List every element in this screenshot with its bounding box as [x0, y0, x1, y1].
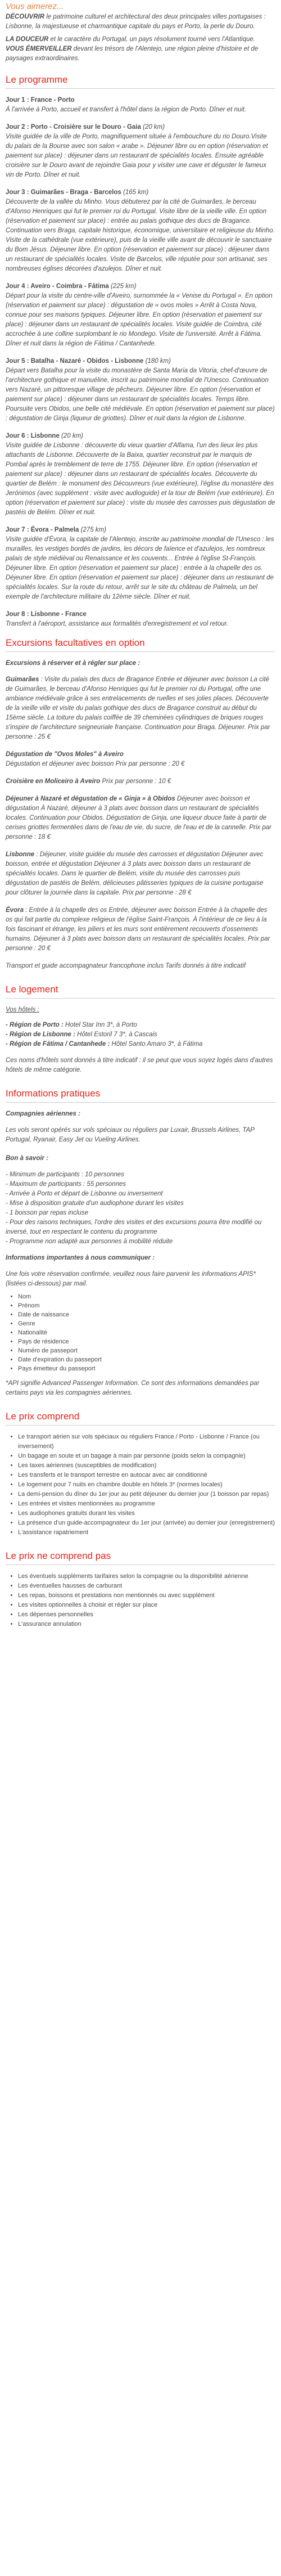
section-title: Le logement [6, 984, 58, 995]
hotel-region: - Région de Fátima / Cantanhede : [6, 1041, 110, 1048]
hotel-region: - Région de Lisbonne : [6, 1031, 75, 1038]
program-days [6, 96, 275, 629]
divider [6, 1425, 275, 1426]
day-title [6, 188, 275, 197]
day-title-text: Jour 2 : Porto - Croisière sur le Douro - Gaia [6, 124, 141, 131]
day-distance: (20 km) [140, 124, 165, 131]
included-item: • Les entrées et visites mentionnées au programme [18, 1499, 275, 1509]
day-title-text: Jour 7 : Évora - Palmela [6, 527, 79, 533]
excluded-item: • Les visites optionnelles à choisir et régler sur place [18, 1601, 275, 1610]
day-title [6, 357, 275, 366]
day-description: Découverte de la vallée du Minho. Vous débuterez par la cité de Guimarães, le berceau d'Afonso Henriques qui fut le premier roi du Portugal. Visite libre de la vieille ville. En option (réservation et paiement sur place) : entrée au palais gothique des ducs de Bragance. Continuation vers Braga, capitale historique, économique, universitaire et religieuse du Minho. Visite de la cathédrale (vue extérieure), puis de la vieille ville avant de découvrir le sanctuaire du Bom Jésus. Déjeuner libre. En option (réservation et paiement sur place) : déjeuner dans un restaurant de spécialités locales. Visite de Barcelos, ville réputée pour son artisanat, ses nombreuses églises décorées d'azulejos. Dîner et nuit. [6, 199, 275, 272]
day-title [6, 282, 275, 291]
excursion-item [6, 794, 275, 842]
apis-item: • Prénom [18, 1301, 275, 1310]
divider [6, 1102, 275, 1103]
day-title [6, 525, 275, 535]
apis-item: • Date d'expiration du passeport [18, 1355, 275, 1364]
excluded-item: • Les repas, boissons et prestations non mentionnés ou avec supplément [18, 1591, 275, 1601]
excursion-text: Déjeuner avec boisson et dégustation À Nazaré, déjeuner à 3 plats avec boisson dans un restaurant de spécialités locales. Continuation pour Obidos. Dégustation de Ginja, une liqueur douce faite à partir de cerises griottes fermentées dans de l'eau de vie, du sucre, de l'eau et de la cannelle. Prix par personne : 18 € [6, 795, 271, 840]
hotel-name: Hôtel Santo Amaro 3*, à Fátima [110, 1041, 203, 1048]
good-to-know-list [6, 1170, 275, 1247]
day-description: Départ vers Batalha pour la visite du monastère de Santa Maria da Vitoria, chef-d'œuvre de l'architecture gothique et manuéline, inscrit au patrimoine mondial de l'Unesco. Continuation vers Nazaré, un pittoresque village de pêcheurs. Déjeuner libre. En option (réservation et paiement sur place) : déjeuner dans un restaurant de spécialités locales. Temps libre. Poursuite vers Obidos, une belle cité médiévale. En option (réservation et paiement sur place) : dégustation de Ginja (liqueur de griottes). Dîner et nuit dans la région de Lisbonne. [6, 367, 275, 422]
apis-item: • Numéro de passeport [18, 1346, 275, 1355]
good-to-know-label: Bon à savoir : [6, 1155, 49, 1162]
included-item: • Les transferts et le transport terrestre en autocar avec air conditionné [18, 1471, 275, 1480]
apis-item: • Nationalité [18, 1328, 275, 1337]
excursion-item [6, 675, 275, 742]
day-distance: (20 km) [59, 433, 84, 439]
day-description: Transfert à l'aéroport, assistance aux formalités d'enregistrement et vol retour. [6, 621, 229, 627]
included-item: • Les audiophones gratuits durant les visites [18, 1509, 275, 1518]
excursion-item [6, 906, 275, 954]
apis-item: • Pays émetteur du passeport [18, 1364, 275, 1373]
hotel-name: Hotel Star Inn 3*, à Porto [63, 1022, 137, 1028]
excursion-text: : Entrée à la chapelle des os Entrée, déjeuner avec boisson Entrée à la chapelle des os qui fait partie du complexe religieux de l'église Saint-François. À l'intérieur de ce lieu à la fois fascinant et étrange, les piliers et les murs sont entièrement recouverts d'ossements humains. Déjeuner à 3 plats avec boisson dans un restaurant de spécialités locales. Prix par personne : 20 € [6, 907, 270, 952]
important-label: Informations importantes à nous communiquer : [6, 1255, 155, 1261]
intro-text: le patrimoine culturel et architectural des deux principales villes portugaises : Lisbonne, la majestueuse et charmantique capitale du pays et Porto, la perle du Douro. [6, 14, 266, 30]
intro-paragraph [6, 12, 275, 32]
excluded-item: • Les éventuels suppléments tarifaires selon la compagnie ou la disponibilité aérienne [18, 1572, 275, 1581]
day-title [6, 96, 275, 105]
intro-title: Vous aimerez... [6, 2, 64, 11]
day-title-text: Jour 4 : Aveiro - Coimbra - Fátima [6, 283, 109, 290]
info-line: - Mise à disposition gratuite d'un audiophone durant les visites [6, 1200, 184, 1207]
lodging-subtitle: Vos hôtels : [6, 1006, 39, 1013]
excursion-text: : Visite du palais des ducs de Bragance Entrée et déjeuner avec boisson La cité de Guimarães, le berceau d'Afonso Henriques qui fut le premier roi du Portugal, offre une ambiance médiévale grâce à ses entrelacements de ruelles et ses jolies places. Découverte de la vieille ville et visite du palais gothique des ducs de Bragance construit au début du 15ème siècle. La toiture du palais coiffée de 39 cheminées cylindriques de briques rouges s'inspire de l'architecture seigneuriale française. Continuation pour Braga. Déjeuner. Prix par personne : 25 € [6, 676, 270, 740]
included-item: • La demi-pension du dîner du 1er jour au petit déjeuner du dernier jour (1 boisson par repas) [18, 1490, 275, 1499]
excursion-label: Évora [6, 907, 24, 914]
excursion-label: Déjeuner à Nazaré et dégustation de « Ginja » à Obidos [6, 795, 175, 802]
info-line: - Minimum de participants : 10 personnes [6, 1171, 124, 1178]
intro-text: et le caractère du Portugal, un pays résolument tourné vers l'Atlantique. [48, 36, 256, 43]
section-title: Le prix comprend [6, 1411, 80, 1422]
hotel-line [6, 1020, 275, 1030]
excursion-text: Prix par personne : 10 € [100, 778, 171, 785]
hotel-region: - Région de Porto : [6, 1022, 64, 1028]
info-line: - Arrivée à Porto et départ de Lisbonne ou inversement [6, 1190, 163, 1197]
section-title: Le programme [6, 74, 68, 85]
divider [6, 998, 275, 999]
info-line: - 1 boisson par repas incluse [6, 1210, 89, 1216]
intro-text: devant les trésors de l'Alentejo, une région pleine d'histoire et de paysages extraordinaires. [6, 46, 259, 62]
excursion-label: Croisière en Moliceiro à Aveiro [6, 778, 101, 785]
apis-item: • Nom [18, 1292, 275, 1301]
day-description: Départ pour la visite du centre-ville d'Aveiro, surnommée la « Venise du Portugal ». En option (réservation et paiement sur place) : dégustation de « ovos moles » Arrêt à Costa Nova, connue pour ses maisons typiques. Déjeuner libre. En option (réservation et paiement sur place) : déjeuner dans un restaurant de spécialités locales. Visite guidée de Coimbra, cité accrochée à une colline surplombant le rio Mondego. Visite de l'université. Arrêt à Fátima. Dîner et nuit dans la région de Fátima / Cantanhede. [6, 293, 273, 347]
day-title-text: Jour 8 : Lisbonne - France [6, 611, 87, 618]
apis-note: *API signifie Advanced Passenger Information. Ce sont des informations demandées par certains pays via les compagnies aériennes. [6, 1380, 260, 1396]
day-title [6, 610, 275, 619]
day-description: À l'arrivée à Porto, accueil et transfert à l'hôtel dans la région de Porto. Dîner et nuit. [6, 106, 247, 113]
intro-section [6, 0, 275, 64]
excluded-list [6, 1572, 275, 1629]
info-line: - Maximum de participants : 55 personnes [6, 1181, 126, 1188]
intro-label: VOUS ÉMERVEILLER [6, 46, 72, 52]
excursion-item [6, 777, 275, 786]
intro-label: DÉCOUVRIR [6, 14, 45, 20]
section-title: Le prix ne comprend pas [6, 1550, 111, 1561]
included-item: • Le logement pour 7 nuits en chambre double en hôtels 3* (normes locales) [18, 1480, 275, 1490]
excursion-label: Lisbonne [6, 851, 35, 858]
included-item: • La présence d'un guide-accompagnateur du 1er jour (arrivée) au dernier jour (enregistrement) [18, 1518, 275, 1528]
program-section [6, 74, 275, 629]
apis-list [6, 1292, 275, 1373]
important-text: Une fois votre réservation confirmée, veuillez nous faire parvenir les informations APIS* (listées ci-dessous) par mail. [6, 1271, 256, 1287]
hotel-line [6, 1030, 275, 1040]
apis-item: • Genre [18, 1319, 275, 1328]
day-title [6, 123, 275, 132]
day-distance: (165 km) [121, 189, 149, 196]
excluded-item: • L'assurance annulation [18, 1620, 275, 1629]
companies-label: Compagnies aériennes : [6, 1111, 80, 1117]
included-item: • Le transport aérien sur vols spéciaux ou réguliers France / Porto - Lisbonne / France (ou inversement) [18, 1432, 275, 1451]
excursion-text: : Déjeuner, visite guidée du musée des carrosses et dégustation Déjeuner avec boisson, entrée et dégustation Déjeuner à 3 plats avec boisson dans un restaurant de spécialités locales. Dans le quartier de Belém, visite du musée des carrosses puis dégustation de pastéis de Belém, délicieuses pâtisseries typiques de la cuisine portugaise pour clôturer la journée dans la capitale. Prix par personne : 28 € [6, 851, 264, 896]
info-line: - Pour des raisons techniques, l'ordre des visites et des excursions pourra être modifié ou inversé, tout en respectant le contenu du programme [6, 1219, 262, 1235]
day-description: Visite guidée de Lisbonne : découverte du vieux quartier d'Alfama, l'un des lieux les plus attachants de Lisbonne. Découverte de la Baixa, quartier reconstruit par le marquis de Pombal après le tremblement de terre de 1755. Déjeuner libre. En option (réservation et paiement sur place) : déjeuner dans un restaurant de spécialités locales. Découverte du quartier de Belém : le monument des Découvreurs (vue extérieure), l'église du monastère des Jerónimos (avec supplément : visite avec audioguide) et la tour de Belém (vue extérieure). En option (réservation et paiement sur place) : visite du musée des carrosses puis dégustation de pastéis de Belém. Dîner et nuit. [6, 442, 275, 516]
companies-text: Les vols seront opérés sur vols spéciaux ou réguliers par Luxair, Brussels Airlines, TAP Portugal, Ryanair, Easy Jet ou Vueling Airlines. [6, 1127, 255, 1143]
included-item: • Un bagage en soute et un bagage à main par personne (poids selon la compagnie) [18, 1451, 275, 1461]
excursion-text: Dégustation et déjeuner avec boisson Prix par personne : 20 € [6, 761, 185, 767]
hotel-line [6, 1040, 275, 1049]
info-line: - Programme non adapté aux personnes à mobilité réduite [6, 1238, 173, 1245]
day-distance: (225 km) [108, 283, 137, 290]
excluded-item: • Les éventuelles hausses de carburant [18, 1581, 275, 1591]
excluded-section [6, 1550, 275, 1629]
lodging-note: Ces noms d'hôtels sont donnés à titre indicatif : il se peut que vous soyez logés dans d'autres hôtels de même catégorie. [6, 1057, 273, 1073]
intro-paragraph [6, 35, 275, 44]
divider [6, 651, 275, 652]
intro-label: LA DOUCEUR [6, 36, 49, 43]
divider [6, 88, 275, 89]
excursions-subtitle: Excursions à réserver et à régler sur place : [6, 660, 140, 667]
excursion-list [6, 675, 275, 954]
included-item: • L'assistance rapatriement [18, 1528, 275, 1537]
excursion-item [6, 750, 275, 769]
included-list [6, 1432, 275, 1537]
day-title-text: Jour 5 : Batalha - Nazaré - Obidos - Lisbonne [6, 358, 144, 365]
apis-item: • Date de naissance [18, 1310, 275, 1319]
section-title: Excursions facultatives en option [6, 637, 145, 648]
intro-paragraph [6, 44, 275, 64]
day-distance: (180 km) [143, 358, 171, 365]
day-title-text: Jour 3 : Guimarães - Braga - Barcelos [6, 189, 121, 196]
excursion-label: Guimarães [6, 676, 39, 683]
excursion-label: Dégustation de "Ovos Moles" à Aveiro [6, 751, 124, 758]
hotel-list [6, 1020, 275, 1049]
day-title [6, 431, 275, 441]
practical-section [6, 1087, 275, 1398]
day-title-text: Jour 6 : Lisbonne [6, 433, 60, 439]
excluded-item: • Les dépenses personnelles [18, 1610, 275, 1620]
day-title-text: Jour 1 : France - Porto [6, 97, 75, 104]
section-title: Informations pratiques [6, 1088, 101, 1099]
excursion-item [6, 850, 275, 898]
excursions-section [6, 637, 275, 971]
day-description: Visite guidée d'Évora, la capitale de l'Alentejo, inscrite au patrimoine mondial de l'Unesco : les murailles, les vestiges bordés de jardins, les décors de faïence et d'azulejos, les nombreux palais de style médiéval ou Renaissance et les couvents... Entrée à l'église St-François. Déjeuner libre. En option (réservation et paiement sur place) : entrée à la chapelle des os. Déjeuner libre. En option (réservation et paiement sur place) : déjeuner dans un restaurant de spécialités locales. Sur la route du retour, arrêt sur le site du château de Palmela, un bel exemple de l'architecture militaire du 12ème siècle. Dîner et nuit. [6, 536, 274, 600]
lodging-section [6, 983, 275, 1075]
hotel-name: Hôtel Estoril 7 3*, à Cascais [75, 1031, 157, 1038]
included-section [6, 1410, 275, 1537]
excursions-note: Transport et guide accompagnateur francophone inclus Tarifs donnés à titre indicatif [6, 963, 246, 969]
apis-item: • Pays de résidence [18, 1337, 275, 1346]
day-description: Visite guidée de la ville de Porto, magnifiquement située à l'embouchure du rio Douro.Visite du palais de la Bourse avec son salon « arabe ». Déjeuner libre ou en option (réservation et paiement sur place) : déjeuner dans un restaurant de spécialités locales. Ensuite agréable croisière sur le Douro avant de rejoindre Gaia pour y visiter une cave et déguster le fameux vin de Porto. Dîner et nuit. [6, 133, 268, 178]
included-item: • Les taxes aériennes (susceptibles de modification) [18, 1461, 275, 1471]
day-distance: (275 km) [79, 527, 106, 533]
